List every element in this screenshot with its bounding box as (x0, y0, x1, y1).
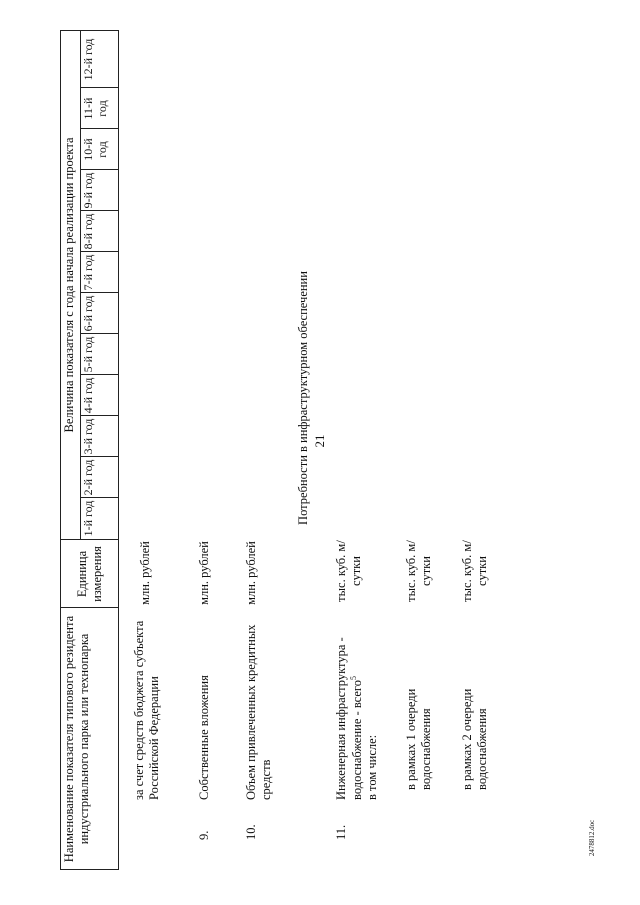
row-unit: тыс. куб. м/ сутки (460, 540, 489, 602)
header-year: 3-й год (81, 418, 95, 455)
header-year: 4-й год (81, 377, 95, 414)
table-left-border (60, 869, 118, 870)
header-year: 12-й год (81, 38, 95, 81)
header-unit: Единица измерения (75, 546, 104, 602)
row-name: Объем привлеченных кредитных средств (244, 624, 273, 800)
header-year: 8-й год (81, 213, 95, 250)
row-number: 11. (334, 824, 348, 840)
page-number: 21 (312, 434, 327, 448)
name-col-divider (60, 607, 118, 608)
header-year: 6-й год (81, 295, 95, 332)
row-unit: млн. рублей (138, 541, 152, 605)
row-unit: тыс. куб. м/ сутки (334, 540, 363, 602)
footnote-mark: 5 (349, 676, 358, 681)
rotated-table-container (60, 30, 580, 870)
row-name-text: Инженерная инфраструктура - водоснабжение - всего (334, 637, 365, 800)
header-bottom-border (118, 30, 119, 870)
table-top-border (60, 30, 61, 870)
row-name: в рамках 1 очереди водоснабжения (404, 688, 433, 790)
row-number: 10. (244, 824, 258, 840)
row-name: за счет средств бюджета субъекта Российской Федерации (132, 620, 161, 800)
document-code: 2478812.doc (588, 819, 596, 857)
section-title: Потребности в инфраструктурном обеспечении (296, 271, 310, 525)
row-number: 9. (197, 830, 211, 840)
header-indicator-name: Наименование показателя типового резидента индустриального парка или технопарка (62, 615, 91, 863)
header-year: 5-й год (81, 336, 95, 373)
row-name: в рамках 2 очереди водоснабжения (460, 688, 489, 790)
header-year: 11-й год (81, 97, 109, 120)
header-year: 9-й год (81, 172, 95, 209)
row-name-suffix: в том числе: (365, 734, 380, 800)
row-unit: тыс. куб. м/ сутки (404, 540, 433, 602)
header-value: Величина показателя с года начала реализации проекта (62, 137, 76, 433)
header-year: 7-й год (81, 254, 95, 291)
header-year: 1-й год (81, 500, 95, 537)
row-unit: млн. рублей (244, 541, 258, 605)
row-unit: млн. рублей (197, 541, 211, 605)
row-name: Собственные вложения (197, 675, 211, 800)
header-year: 2-й год (81, 459, 95, 496)
row-name (334, 610, 380, 800)
header-year: 10-й год (81, 138, 109, 161)
unit-col-divider (60, 539, 118, 540)
indicator-table (60, 30, 580, 870)
